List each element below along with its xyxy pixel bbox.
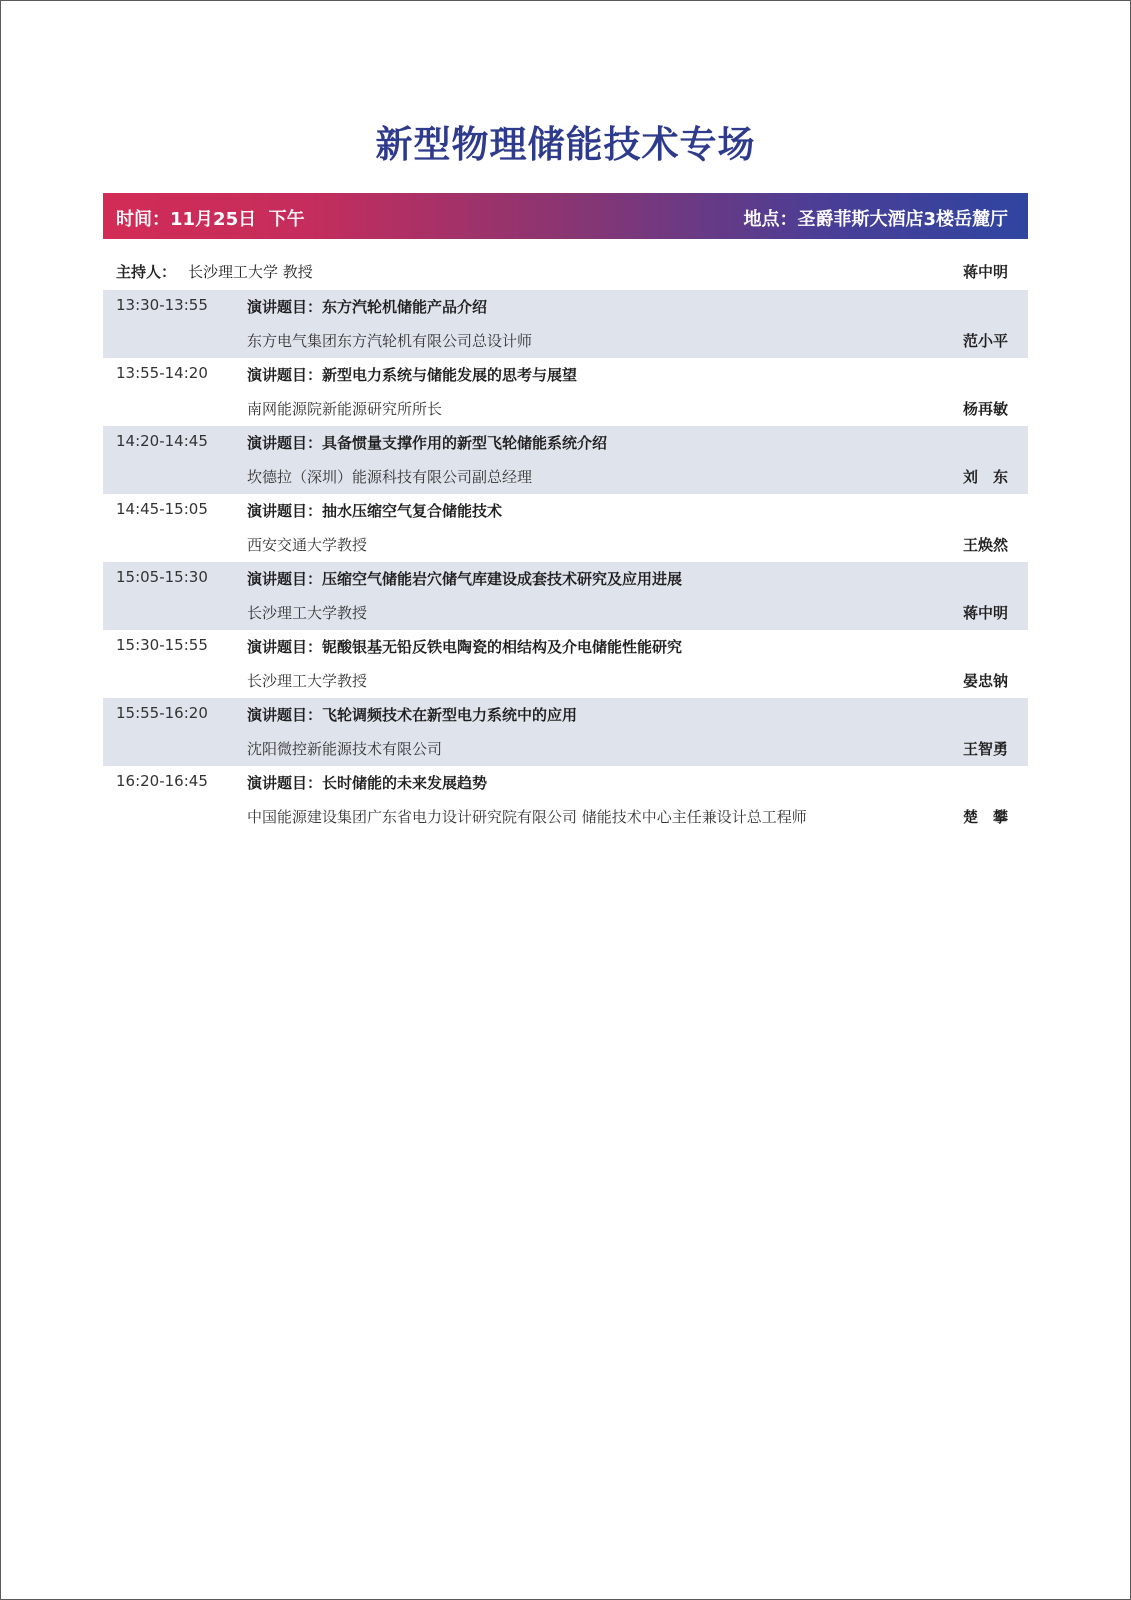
session-list — [103, 290, 1028, 834]
session-topic: 演讲题目：具备惯量支撑作用的新型飞轮储能系统介绍 — [247, 434, 608, 452]
speaker-name: 刘 东 — [962, 468, 1008, 486]
host-row — [103, 252, 1028, 288]
banner-time: 时间：11月25日 下午 — [116, 209, 305, 230]
host-label: 主持人： — [116, 263, 177, 281]
speaker-name: 蒋中明 — [962, 604, 1008, 622]
session-topic: 演讲题目：抽水压缩空气复合储能技术 — [247, 502, 503, 520]
session-time: 15:55-16:20 — [116, 704, 208, 722]
page-title: 新型物理储能技术专场 — [375, 123, 756, 166]
session-row — [103, 698, 1028, 766]
session-time: 15:30-15:55 — [116, 636, 208, 654]
speaker-name: 王智勇 — [962, 740, 1008, 758]
speaker-affiliation: 东方电气集团东方汽轮机有限公司总设计师 — [247, 332, 533, 350]
session-row — [103, 426, 1028, 494]
session-row — [103, 630, 1028, 698]
speaker-affiliation: 西安交通大学教授 — [247, 536, 368, 554]
speaker-affiliation: 南网能源院新能源研究所所长 — [247, 400, 443, 418]
speaker-affiliation: 长沙理工大学教授 — [247, 604, 368, 622]
session-time: 16:20-16:45 — [116, 772, 208, 790]
session-topic: 演讲题目：新型电力系统与储能发展的思考与展望 — [247, 366, 578, 384]
speaker-name: 范小平 — [962, 332, 1008, 350]
speaker-affiliation: 长沙理工大学教授 — [247, 672, 368, 690]
session-row — [103, 766, 1028, 834]
session-topic: 演讲题目：铌酸银基无铅反铁电陶瓷的相结构及介电储能性能研究 — [247, 638, 683, 656]
session-topic: 演讲题目：长时储能的未来发展趋势 — [247, 774, 488, 792]
session-banner — [103, 193, 1028, 239]
session-row — [103, 290, 1028, 358]
session-time: 14:20-14:45 — [116, 432, 208, 450]
speaker-name: 杨再敏 — [962, 400, 1008, 418]
session-time: 13:55-14:20 — [116, 364, 208, 382]
speaker-affiliation: 沈阳微控新能源技术有限公司 — [247, 740, 443, 758]
speaker-name: 楚 攀 — [962, 808, 1008, 826]
speaker-name: 晏忠钠 — [962, 672, 1008, 690]
session-topic: 演讲题目：压缩空气储能岩穴储气库建设成套技术研究及应用进展 — [247, 570, 683, 588]
speaker-name: 王焕然 — [962, 536, 1008, 554]
host-name: 蒋中明 — [962, 263, 1008, 281]
banner-venue: 地点：圣爵菲斯大酒店3楼岳麓厅 — [743, 209, 1008, 230]
session-row — [103, 562, 1028, 630]
session-row — [103, 494, 1028, 562]
session-topic: 演讲题目：东方汽轮机储能产品介绍 — [247, 298, 488, 316]
session-row — [103, 358, 1028, 426]
session-time: 15:05-15:30 — [116, 568, 208, 586]
session-time: 14:45-15:05 — [116, 500, 208, 518]
session-topic: 演讲题目：飞轮调频技术在新型电力系统中的应用 — [247, 706, 578, 724]
speaker-affiliation: 坎德拉（深圳）能源科技有限公司副总经理 — [247, 468, 533, 486]
speaker-affiliation: 中国能源建设集团广东省电力设计研究院有限公司 储能技术中心主任兼设计总工程师 — [247, 808, 807, 826]
session-time: 13:30-13:55 — [116, 296, 208, 314]
host-affiliation: 长沙理工大学 教授 — [188, 263, 313, 281]
